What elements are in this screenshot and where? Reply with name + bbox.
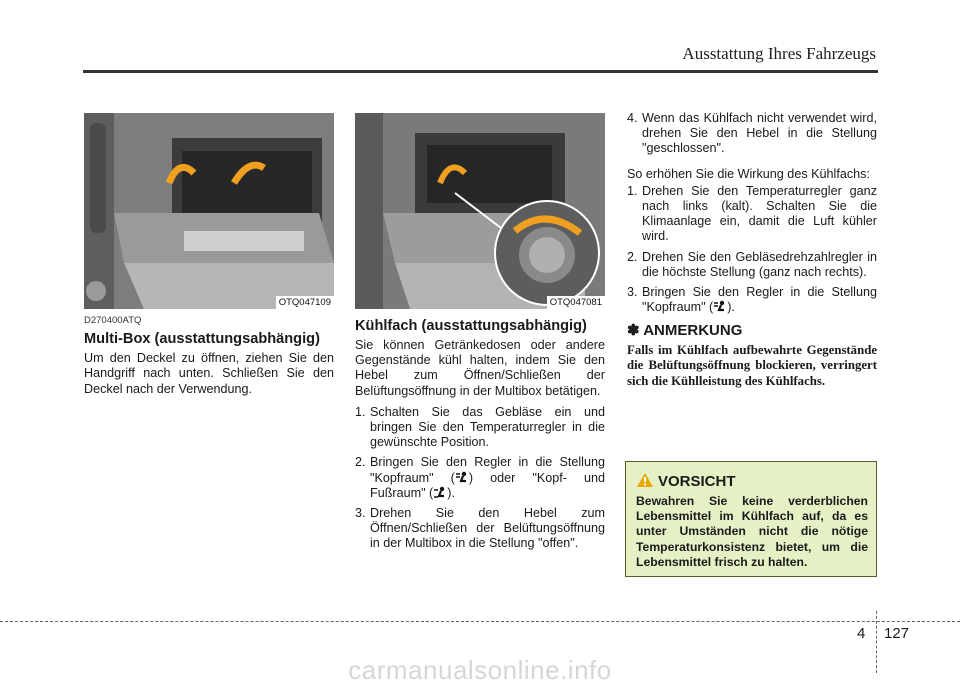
note-text: Falls im Kühlfach aufbewahrte Gegenstände die Belüftungsöffnung blockieren, verringert sich die Kühlleistung des Kühlfachs. (627, 342, 877, 388)
list-item: 2. Drehen Sie den Gebläsedrehzahlregler in die höchste Stellung (ganz nach rechts). (627, 249, 877, 279)
column-right (627, 111, 877, 389)
head-foot-mode-icon (433, 486, 447, 499)
image-caption: OTQ047081 (547, 296, 605, 309)
column-left (84, 313, 334, 403)
headroom-mode-icon (713, 300, 727, 313)
warning-box (625, 461, 877, 577)
list-item: 1. Schalten Sie das Gebläse ein und bringen Sie den Temperaturregler in die gewünschte Position. (355, 404, 605, 450)
warning-triangle-icon (636, 472, 654, 488)
chapter-number: 4 (857, 625, 866, 642)
page-number: 127 (884, 625, 910, 642)
header-rule (83, 70, 878, 73)
column-middle (355, 315, 605, 557)
list-item: 1. Drehen Sie den Temperaturregler ganz nach links (kalt). Schalten Sie die Klimaanlage ein, damit die Luft kühler wird. (627, 183, 877, 244)
list-item: 4. Wenn das Kühlfach nicht verwendet wird, drehen Sie den Hebel in die Stellung "geschlossen". (627, 111, 877, 156)
headroom-mode-icon (455, 471, 469, 484)
warning-heading: VORSICHT (636, 472, 736, 490)
section-body: Um den Deckel zu öffnen, ziehen Sie den Handgriff nach unten. Schließen Sie den Deckel nach der Verwendung. (84, 351, 334, 396)
glovebox-photo (84, 113, 334, 309)
note-heading: ✽ ANMERKUNG (627, 322, 743, 340)
section-code: D270400ATQ (84, 315, 142, 326)
steps-list (627, 184, 877, 316)
steps-list (355, 405, 605, 552)
asterisk-icon: ✽ (627, 322, 640, 340)
glovebox-illustration (84, 113, 334, 309)
warning-text: Bewahren Sie keine verderblichen Lebensmittel im Kühlfach auf, da es unter Umständen nicht die nötige Temperaturkonsistenz bietet, um die Lebensmittel frisch zu halten. (636, 494, 868, 569)
steps-list (627, 111, 877, 157)
cooling-illustration (355, 113, 605, 309)
cooling-photo (355, 113, 605, 309)
section-heading: Multi-Box (ausstattungsabhängig) (84, 331, 320, 348)
page-header-title: Ausstattung Ihres Fahrzeugs (682, 44, 876, 63)
watermark: carmanualsonline.info (348, 655, 612, 685)
list-item: 3. Bringen Sie den Regler in die Stellung "Kopfraum" ( ). (627, 285, 877, 315)
image-caption: OTQ047109 (276, 296, 334, 309)
footer-rule (0, 621, 960, 622)
list-item: 2. Bringen Sie den Regler in die Stellung "Kopfraum" ( ) oder "Kopf- und Fußraum" ( ). (355, 455, 606, 500)
section-heading: Kühlfach (ausstattungsabhängig) (355, 318, 587, 334)
list-item: 3. Drehen Sie den Hebel zum Öffnen/Schließen der Belüftungsöffnung in der Multibox in die Stellung "offen". (355, 506, 605, 551)
section-intro: Sie können Getränkedosen oder andere Gegenstände kühl halten, indem Sie den Hebel zum Öffnen/Schließen der Belüftungsöffnung in der Multibox betätigen. (355, 338, 605, 398)
section-intro: So erhöhen Sie die Wirkung des Kühlfachs: (627, 166, 870, 181)
